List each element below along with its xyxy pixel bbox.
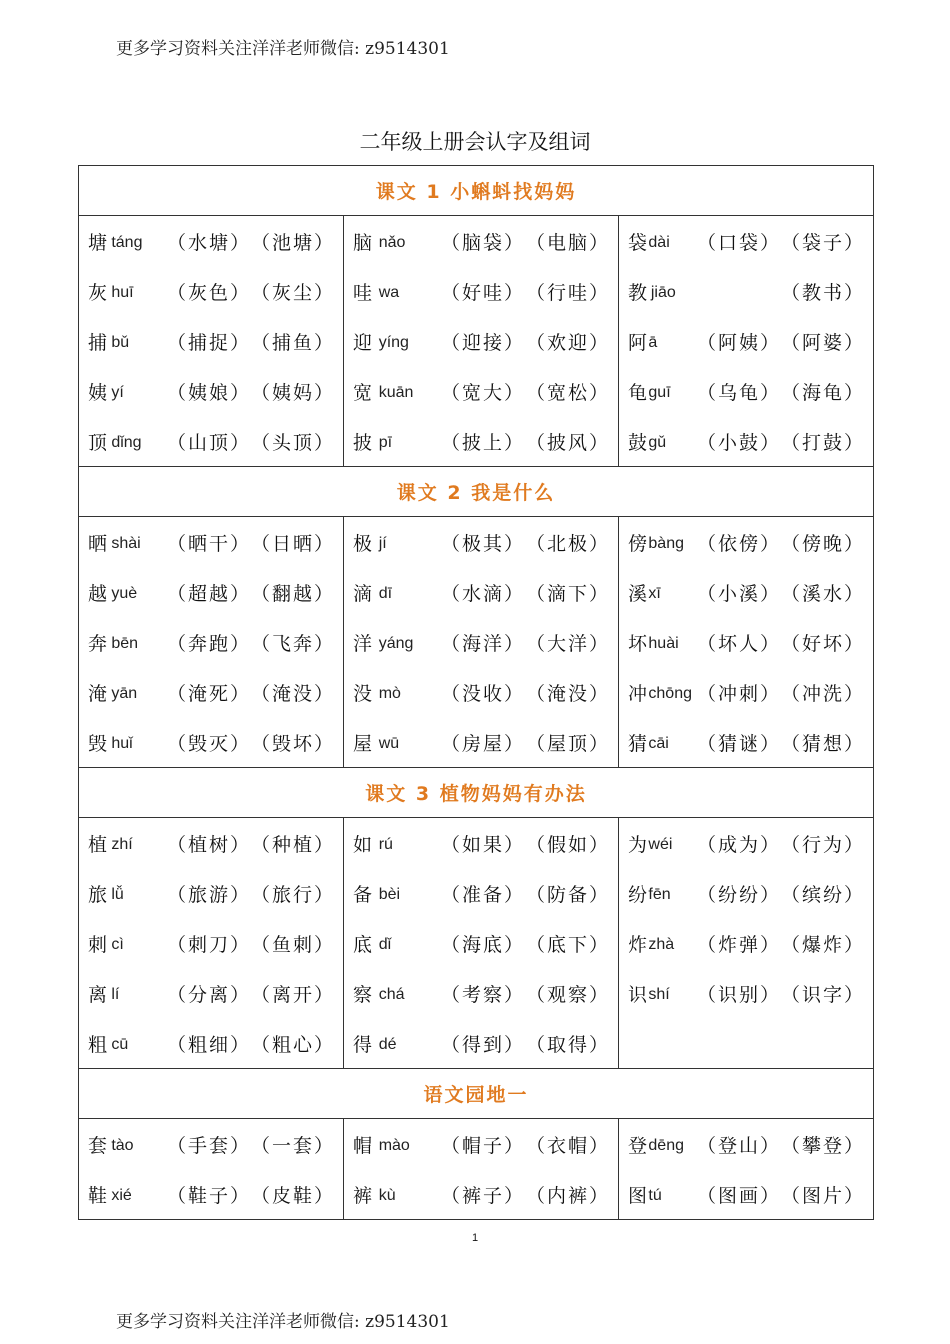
pinyin: nǎo [378, 233, 406, 251]
word-1: （得到） [440, 1033, 525, 1056]
pinyin: yáng [378, 634, 414, 652]
word-entry [344, 868, 618, 918]
word-entry [619, 1119, 873, 1169]
word-entry [344, 416, 618, 466]
word-entry [79, 1018, 343, 1068]
word-1: （手套） [166, 1134, 251, 1157]
word-entry [79, 968, 343, 1018]
word-2: （飞奔） [250, 632, 335, 655]
word-2: （淹没） [525, 682, 610, 705]
character: 脑 [353, 231, 373, 254]
word-2: （北极） [525, 532, 610, 555]
word-1: （冲刺） [697, 682, 782, 705]
pinyin: dī [378, 584, 393, 602]
word-entry [79, 416, 343, 466]
word-2: （傍晚） [781, 532, 866, 555]
character: 坏 [628, 632, 648, 655]
character: 备 [353, 883, 373, 906]
character: 套 [88, 1134, 108, 1157]
word-1: （淹死） [166, 682, 251, 705]
character: 奔 [88, 632, 108, 655]
word-entry [344, 366, 618, 416]
pinyin: mò [378, 684, 401, 702]
word-entry [619, 316, 873, 366]
word-2: （灰尘） [250, 281, 335, 304]
character: 如 [353, 833, 373, 856]
word-column [619, 517, 874, 768]
word-entry [344, 818, 618, 868]
word-entry [79, 266, 343, 316]
character: 滴 [353, 582, 373, 605]
word-column [619, 818, 874, 1069]
word-2: （打鼓） [781, 431, 866, 454]
word-entry [619, 968, 873, 1018]
character: 登 [628, 1134, 648, 1157]
word-entry [79, 617, 343, 667]
pinyin: táng [111, 233, 143, 251]
character: 鼓 [628, 431, 648, 454]
word-column [344, 1119, 619, 1220]
pinyin: cì [111, 935, 124, 953]
pinyin: huài [648, 634, 679, 652]
word-1: （准备） [440, 883, 525, 906]
word-entry [344, 1018, 618, 1068]
word-1: （猜谜） [697, 732, 782, 755]
word-2: （离开） [250, 983, 335, 1006]
word-2: （攀登） [781, 1134, 866, 1157]
character: 为 [628, 833, 648, 856]
word-1: （晒干） [166, 532, 251, 555]
character: 图 [628, 1184, 648, 1207]
word-2: （捕鱼） [250, 331, 335, 354]
pinyin: rú [378, 835, 393, 853]
word-entry [619, 868, 873, 918]
word-column [619, 216, 874, 467]
word-1: （鞋子） [166, 1184, 251, 1207]
word-entry [79, 667, 343, 717]
word-1: （山顶） [166, 431, 251, 454]
word-entry [79, 818, 343, 868]
character: 旅 [88, 883, 108, 906]
word-1: （口袋） [697, 231, 782, 254]
word-1: （旅游） [166, 883, 251, 906]
character: 纷 [628, 883, 648, 906]
character: 阿 [628, 331, 648, 354]
word-2: （观察） [525, 983, 610, 1006]
word-entry [619, 617, 873, 667]
word-1: （水塘） [166, 231, 251, 254]
character: 屋 [353, 732, 373, 755]
pinyin: cāi [648, 734, 669, 752]
word-1: （小溪） [697, 582, 782, 605]
word-1: （披上） [440, 431, 525, 454]
word-1: （如果） [440, 833, 525, 856]
character: 姨 [88, 381, 108, 404]
word-2: （大洋） [525, 632, 610, 655]
character: 哇 [353, 281, 373, 304]
word-2: （皮鞋） [250, 1184, 335, 1207]
word-2: （粗心） [250, 1033, 335, 1056]
character: 鞋 [88, 1184, 108, 1207]
word-2: （阿婆） [781, 331, 866, 354]
pinyin: shài [111, 534, 141, 552]
pinyin: dǐ [378, 935, 392, 953]
page-title: 二年级上册会认字及组词 [359, 130, 591, 154]
pinyin: bèi [378, 885, 401, 903]
pinyin: cū [111, 1035, 129, 1053]
character: 植 [88, 833, 108, 856]
pinyin: kù [378, 1186, 396, 1204]
pinyin: dé [378, 1035, 397, 1053]
pinyin: chōng [648, 684, 692, 702]
word-entry [79, 1119, 343, 1169]
pinyin: fēn [648, 885, 671, 903]
word-1: （好哇） [440, 281, 525, 304]
character: 披 [353, 431, 373, 454]
pinyin: shí [648, 985, 670, 1003]
word-2: （种植） [250, 833, 335, 856]
character: 龟 [628, 381, 648, 404]
section-heading: 语文园地一 [79, 1069, 874, 1119]
word-2: （好坏） [781, 632, 866, 655]
word-column [344, 818, 619, 1069]
character: 淹 [88, 682, 108, 705]
word-2: （内裤） [525, 1184, 610, 1207]
pinyin: mào [378, 1136, 410, 1154]
pinyin: tào [111, 1136, 134, 1154]
word-entry [79, 517, 343, 567]
word-1: （依傍） [697, 532, 782, 555]
character: 傍 [628, 532, 648, 555]
character: 察 [353, 983, 373, 1006]
word-entry [619, 366, 873, 416]
character: 越 [88, 582, 108, 605]
word-2: （电脑） [525, 231, 610, 254]
word-1: （帽子） [440, 1134, 525, 1157]
pinyin: wū [378, 734, 400, 752]
character: 洋 [353, 632, 373, 655]
pinyin: chá [378, 985, 405, 1003]
word-2: （滴下） [525, 582, 610, 605]
pinyin: xī [648, 584, 661, 602]
character: 没 [353, 682, 373, 705]
character: 顶 [88, 431, 108, 454]
word-entry [79, 366, 343, 416]
word-entry [344, 617, 618, 667]
pinyin: huǐ [111, 734, 133, 752]
word-column [344, 216, 619, 467]
word-2: （海龟） [781, 381, 866, 404]
word-entry [344, 1169, 618, 1219]
pinyin: jiāo [650, 283, 676, 301]
character: 冲 [628, 682, 648, 705]
pinyin: huī [111, 283, 134, 301]
pinyin: tú [648, 1186, 662, 1204]
word-column [619, 1119, 874, 1220]
word-1: （捕捉） [166, 331, 251, 354]
pinyin: bǔ [111, 333, 130, 351]
word-2: （溪水） [781, 582, 866, 605]
word-1: （植树） [166, 833, 251, 856]
pinyin: xié [111, 1186, 132, 1204]
pinyin: dēng [648, 1136, 684, 1154]
word-column [79, 1119, 344, 1220]
word-1: （姨娘） [166, 381, 251, 404]
word-2: （冲洗） [781, 682, 866, 705]
word-2: （衣帽） [525, 1134, 610, 1157]
word-1: （裤子） [440, 1184, 525, 1207]
word-1: （宽大） [440, 381, 525, 404]
word-entry [619, 918, 873, 968]
word-entry [619, 517, 873, 567]
word-2: （取得） [525, 1033, 610, 1056]
pinyin: lí [111, 985, 120, 1003]
character: 炸 [628, 933, 648, 956]
word-1: （灰色） [166, 281, 251, 304]
word-1: （刺刀） [166, 933, 251, 956]
word-2: （行为） [781, 833, 866, 856]
word-entry [79, 216, 343, 266]
word-1: （纷纷） [697, 883, 782, 906]
section-heading: 课文 1 小蝌蚪找妈妈 [79, 166, 874, 216]
word-entry [344, 667, 618, 717]
word-2: （一套） [250, 1134, 335, 1157]
character: 教 [628, 281, 648, 304]
word-entry [79, 316, 343, 366]
pinyin: gǔ [648, 433, 667, 451]
word-1: （毁灭） [166, 732, 251, 755]
word-2: （披风） [525, 431, 610, 454]
word-1: （海洋） [440, 632, 525, 655]
word-entry [619, 216, 873, 266]
word-column [79, 216, 344, 467]
word-entry [79, 918, 343, 968]
word-column [344, 517, 619, 768]
word-entry [619, 818, 873, 868]
word-1: （考察） [440, 983, 525, 1006]
character: 猜 [628, 732, 648, 755]
word-entry [344, 216, 618, 266]
word-2: （教书） [781, 281, 866, 304]
character: 迎 [353, 331, 373, 354]
word-entry [344, 1119, 618, 1169]
character: 帽 [353, 1134, 373, 1157]
character: 识 [628, 983, 648, 1006]
word-1: （小鼓） [697, 431, 782, 454]
word-2: （底下） [525, 933, 610, 956]
word-entry [344, 918, 618, 968]
word-1: （极其） [440, 532, 525, 555]
word-1: （海底） [440, 933, 525, 956]
character: 毁 [88, 732, 108, 755]
word-1: （超越） [166, 582, 251, 605]
word-1: （坏人） [697, 632, 782, 655]
character: 极 [353, 532, 373, 555]
word-2: （欢迎） [525, 331, 610, 354]
word-2: （防备） [525, 883, 610, 906]
pinyin: dǐng [111, 433, 142, 451]
word-column [79, 818, 344, 1069]
word-entry [344, 266, 618, 316]
section-body-row [79, 1119, 874, 1220]
character: 晒 [88, 532, 108, 555]
word-2: （姨妈） [250, 381, 335, 404]
section-header-row [79, 1069, 874, 1119]
word-1: （迎接） [440, 331, 525, 354]
word-entry [619, 567, 873, 617]
word-1: （成为） [697, 833, 782, 856]
header-note: 更多学习资料关注洋洋老师微信: z9514301 [116, 39, 450, 59]
pinyin: yí [111, 383, 124, 401]
word-1: （登山） [697, 1134, 782, 1157]
pinyin: guī [648, 383, 671, 401]
word-2: （头顶） [250, 431, 335, 454]
character: 捕 [88, 331, 108, 354]
word-2: （毁坏） [250, 732, 335, 755]
section-header-row [79, 768, 874, 818]
pinyin: jí [378, 534, 387, 552]
pinyin: yān [111, 684, 138, 702]
word-1: （图画） [697, 1184, 782, 1207]
word-1: （炸弹） [697, 933, 782, 956]
word-entry [619, 1169, 873, 1219]
section-heading: 课文 2 我是什么 [79, 467, 874, 517]
pinyin: bēn [111, 634, 139, 652]
character: 塘 [88, 231, 108, 254]
character: 刺 [88, 933, 108, 956]
character: 灰 [88, 281, 108, 304]
word-2: （假如） [525, 833, 610, 856]
character: 宽 [353, 381, 373, 404]
word-entry [344, 316, 618, 366]
word-1: （阿姨） [697, 331, 782, 354]
character: 粗 [88, 1033, 108, 1056]
word-1: （乌龟） [697, 381, 782, 404]
word-1: （奔跑） [166, 632, 251, 655]
word-2: （池塘） [250, 231, 335, 254]
section-body-row [79, 818, 874, 1069]
character: 裤 [353, 1184, 373, 1207]
word-column [79, 517, 344, 768]
word-2: （缤纷） [781, 883, 866, 906]
character: 溪 [628, 582, 648, 605]
word-1: （分离） [166, 983, 251, 1006]
pinyin: wa [378, 283, 400, 301]
footer-note: 更多学习资料关注洋洋老师微信: z9514301 [116, 1312, 450, 1332]
word-2: （淹没） [250, 682, 335, 705]
section-heading: 课文 3 植物妈妈有办法 [79, 768, 874, 818]
page-number: 1 [471, 1232, 479, 1244]
word-2: （行哇） [525, 281, 610, 304]
word-entry [344, 567, 618, 617]
word-entry [619, 266, 873, 316]
word-entry [344, 717, 618, 767]
section-header-row [79, 166, 874, 216]
word-1: （识别） [697, 983, 782, 1006]
pinyin: zhí [111, 835, 133, 853]
word-2: （日晒） [250, 532, 335, 555]
pinyin: zhà [648, 935, 675, 953]
word-entry [344, 968, 618, 1018]
pinyin: yíng [378, 333, 409, 351]
word-2: （屋顶） [525, 732, 610, 755]
pinyin: lǚ [111, 885, 124, 903]
character: 得 [353, 1033, 373, 1056]
word-entry [79, 717, 343, 767]
word-2: （爆炸） [781, 933, 866, 956]
section-header-row [79, 467, 874, 517]
section-body-row [79, 216, 874, 467]
vocabulary-table [78, 165, 874, 1220]
pinyin: kuān [378, 383, 414, 401]
pinyin: yuè [111, 584, 138, 602]
word-1: （粗细） [166, 1033, 251, 1056]
word-2: （猜想） [781, 732, 866, 755]
character: 底 [353, 933, 373, 956]
word-entry [344, 517, 618, 567]
word-2: （识字） [781, 983, 866, 1006]
word-entry [79, 567, 343, 617]
character: 离 [88, 983, 108, 1006]
word-1: （脑袋） [440, 231, 525, 254]
word-2: （袋子） [781, 231, 866, 254]
word-entry [79, 1169, 343, 1219]
pinyin: wéi [648, 835, 673, 853]
word-2: （图片） [781, 1184, 866, 1207]
word-2: （翻越） [250, 582, 335, 605]
section-body-row [79, 517, 874, 768]
word-1: （没收） [440, 682, 525, 705]
pinyin: ā [648, 333, 658, 351]
word-1: （水滴） [440, 582, 525, 605]
character: 袋 [628, 231, 648, 254]
word-2: （旅行） [250, 883, 335, 906]
pinyin: bàng [648, 534, 684, 552]
pinyin: dài [648, 233, 670, 251]
word-2: （宽松） [525, 381, 610, 404]
word-entry [79, 868, 343, 918]
word-1: （房屋） [440, 732, 525, 755]
word-entry [619, 416, 873, 466]
word-entry [619, 717, 873, 767]
word-entry [619, 667, 873, 717]
pinyin: pī [378, 433, 393, 451]
word-2: （鱼刺） [250, 933, 335, 956]
